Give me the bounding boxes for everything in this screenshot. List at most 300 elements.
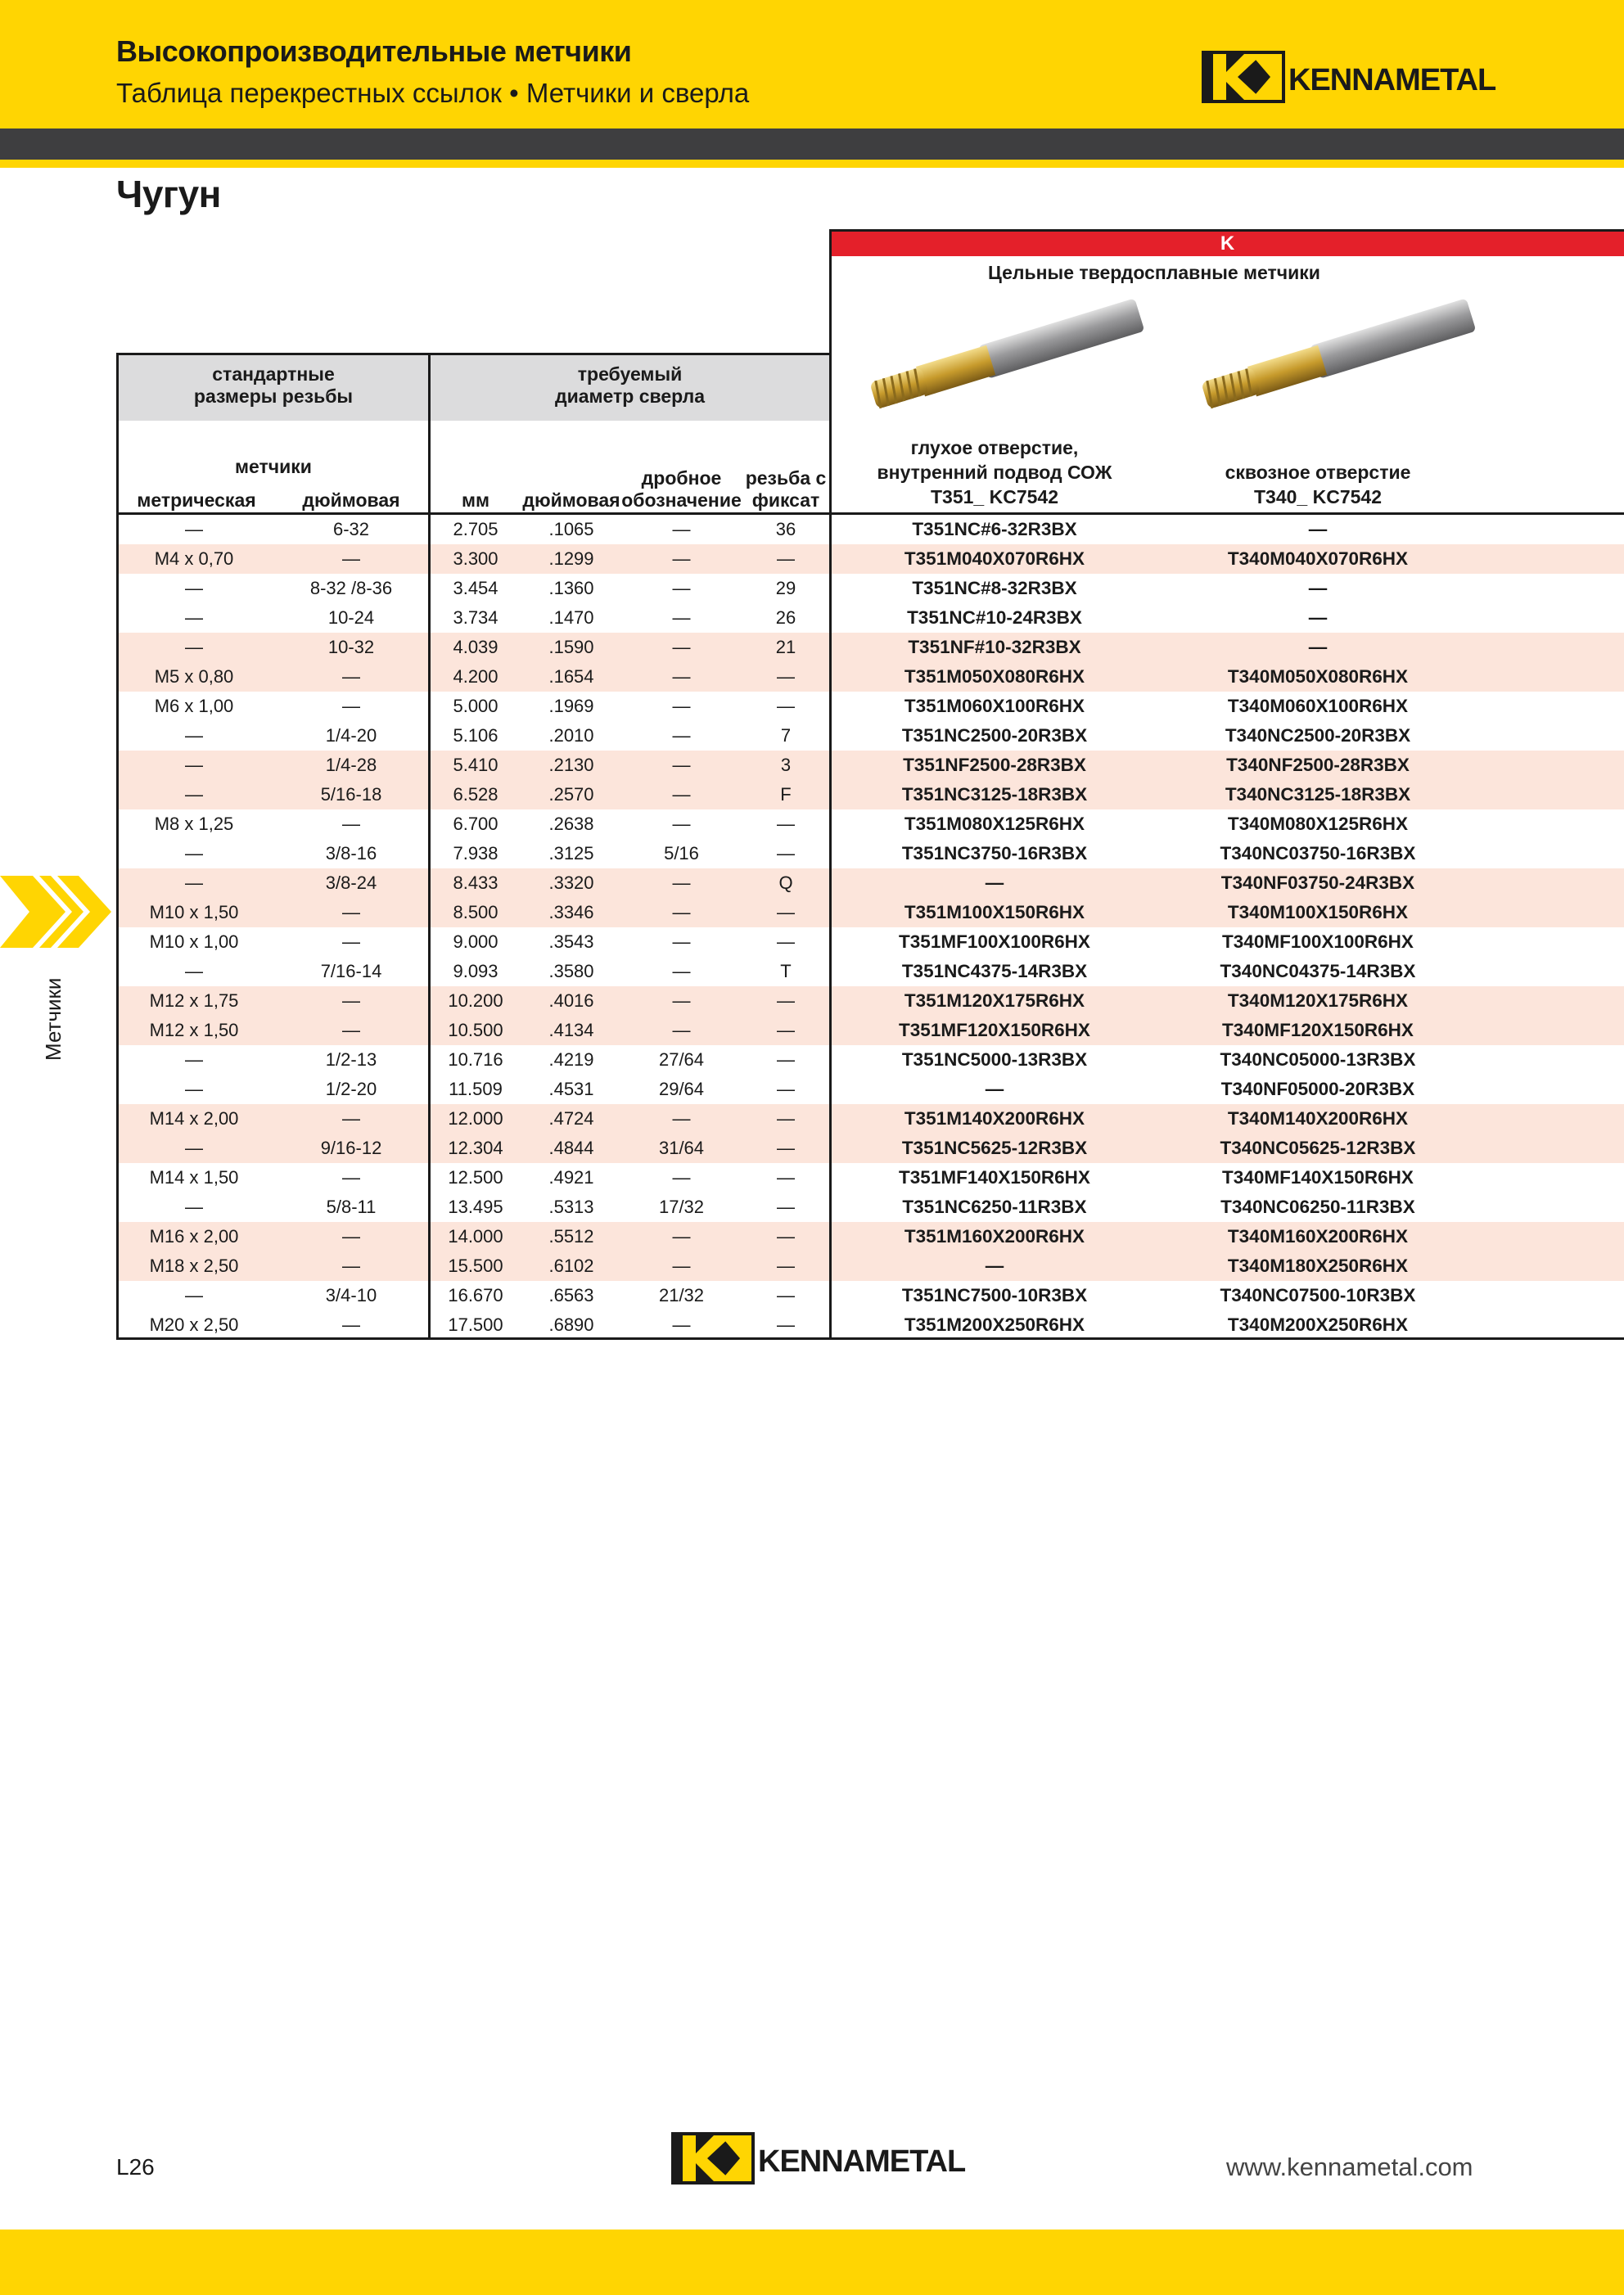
cell-mm: 10.200	[448, 990, 503, 1011]
cell-metric: —	[185, 1197, 203, 1217]
cell-inch-drill: .4844	[548, 1138, 594, 1158]
cell-inch-drill: .1065	[548, 519, 594, 539]
cell-fraction: —	[672, 1314, 691, 1335]
thread-group-header	[119, 363, 428, 408]
cell-inch: 1/2-13	[325, 1049, 377, 1070]
cell-fraction: —	[672, 1226, 691, 1247]
table-row	[116, 1281, 1624, 1310]
cell-metric: —	[185, 1049, 203, 1070]
cell-inch: —	[342, 814, 360, 834]
col-header-t351	[831, 435, 1158, 509]
cell-metric: —	[185, 1285, 203, 1305]
cell-t351: T351M200X250R6HX	[904, 1314, 1085, 1335]
cell-mm: 5.106	[453, 725, 498, 746]
cell-t340: T340NC07500-10R3BX	[1220, 1285, 1416, 1305]
cell-inch-drill: .3320	[548, 872, 594, 893]
table-row	[116, 692, 1624, 721]
cell-t340: T340M120X175R6HX	[1227, 990, 1409, 1011]
cell-t351: T351NC4375-14R3BX	[901, 961, 1088, 981]
col-header-fraction	[618, 467, 745, 512]
cell-fraction: 31/64	[658, 1138, 705, 1158]
cell-t351: T351M120X175R6HX	[904, 990, 1085, 1011]
cell-t351: T351NC#8-32R3BX	[912, 578, 1077, 598]
table-row	[116, 751, 1624, 780]
cell-inch: —	[342, 548, 360, 569]
col-header-fraction-line: дробное	[641, 467, 722, 489]
cell-inch-drill: .6563	[548, 1285, 594, 1305]
cell-inch: 8-32 /8-36	[309, 578, 393, 598]
cell-mm: 4.200	[453, 666, 498, 687]
cell-t340: T340M100X150R6HX	[1227, 902, 1409, 922]
cell-letter: 29	[775, 578, 796, 598]
logo-wordmark: KENNAMETAL	[758, 2144, 966, 2179]
col-header-inch: дюймовая	[302, 489, 400, 511]
cell-letter: T	[780, 961, 792, 981]
cell-letter: 26	[775, 607, 796, 628]
cell-t351: T351M050X080R6HX	[904, 666, 1085, 687]
cell-metric: —	[185, 607, 203, 628]
cell-mm: 8.433	[453, 872, 498, 893]
col-header-t351-line: внутренний подвод СОЖ	[877, 462, 1112, 483]
cell-inch: 9/16-12	[320, 1138, 382, 1158]
cell-inch: 1/2-20	[325, 1079, 377, 1099]
cell-t351: T351NC7500-10R3BX	[901, 1285, 1088, 1305]
cell-mm: 8.500	[453, 902, 498, 922]
cell-letter: 36	[775, 519, 796, 539]
cell-inch-drill: .6890	[548, 1314, 594, 1335]
cell-t340: T340NC05000-13R3BX	[1220, 1049, 1416, 1070]
col-header-t340	[1162, 460, 1473, 509]
drill-group-header	[431, 363, 829, 408]
cell-t340: —	[1308, 519, 1328, 539]
cell-inch-drill: .5512	[548, 1226, 594, 1247]
cell-fraction: —	[672, 725, 691, 746]
cell-mm: 15.500	[448, 1256, 503, 1276]
table-row	[116, 1016, 1624, 1045]
cell-inch: 3/8-24	[325, 872, 377, 893]
cell-letter: —	[777, 1285, 795, 1305]
table-row	[116, 1222, 1624, 1251]
cell-letter: 7	[780, 725, 792, 746]
cell-inch-drill: .4219	[548, 1049, 594, 1070]
cell-t340: —	[1308, 578, 1328, 598]
cell-metric: —	[185, 872, 203, 893]
logo-wordmark: KENNAMETAL	[1288, 62, 1496, 97]
cell-fraction: 17/32	[658, 1197, 705, 1217]
section-title: Чугун	[116, 173, 221, 215]
cell-inch-drill: .4921	[548, 1167, 594, 1188]
cell-t351: T351NC5000-13R3BX	[901, 1049, 1088, 1070]
cell-metric: M10 x 1,50	[149, 902, 239, 922]
cell-metric: M18 x 2,50	[149, 1256, 239, 1276]
cell-metric: M14 x 2,00	[149, 1108, 239, 1129]
cell-t340: T340M080X125R6HX	[1227, 814, 1409, 834]
cell-t351: T351MF100X100R6HX	[899, 931, 1090, 952]
cell-inch: 5/16-18	[320, 784, 382, 805]
cell-t340: T340M050X080R6HX	[1227, 666, 1409, 687]
cell-letter: —	[777, 814, 795, 834]
table-row	[116, 957, 1624, 986]
cell-mm: 10.716	[448, 1049, 503, 1070]
table-row	[116, 662, 1624, 692]
cell-t351: T351NC#6-32R3BX	[912, 519, 1077, 539]
table-row	[116, 839, 1624, 868]
cell-t340: T340M140X200R6HX	[1227, 1108, 1409, 1129]
cell-inch-drill: .2570	[548, 784, 594, 805]
table-row	[116, 1193, 1624, 1222]
cell-mm: 17.500	[448, 1314, 503, 1335]
cell-metric: M14 x 1,50	[149, 1167, 239, 1188]
cell-metric: M10 x 1,00	[149, 931, 239, 952]
cell-mm: 12.500	[448, 1167, 503, 1188]
col-header-t351-line: глухое отверстие,	[910, 437, 1079, 458]
table-row	[116, 809, 1624, 839]
cell-t340: T340NC04375-14R3BX	[1220, 961, 1416, 981]
cell-t351: T351M080X125R6HX	[904, 814, 1085, 834]
cell-inch-drill: .1969	[548, 696, 594, 716]
cell-t351: —	[985, 1079, 1004, 1099]
thread-drill-divider	[428, 353, 431, 1340]
thread-group-header-line: размеры резьбы	[193, 386, 354, 407]
cell-fraction: —	[672, 902, 691, 922]
cell-letter: 21	[775, 637, 796, 657]
cell-metric: M16 x 2,00	[149, 1226, 239, 1247]
table-row	[116, 1104, 1624, 1134]
cell-t351: T351NC#10-24R3BX	[907, 607, 1082, 628]
cell-metric: M8 x 1,25	[154, 814, 234, 834]
cell-fraction: —	[672, 1108, 691, 1129]
cell-letter: —	[777, 1049, 795, 1070]
cell-inch: 10-32	[327, 637, 375, 657]
tap-tool-image-t351	[859, 299, 1154, 413]
cell-letter: —	[777, 1256, 795, 1276]
cell-inch: 7/16-14	[320, 961, 382, 981]
cell-t351: T351M100X150R6HX	[904, 902, 1085, 922]
footer-logo[interactable]	[671, 2132, 965, 2185]
cell-mm: 9.000	[453, 931, 498, 952]
cell-fraction: —	[672, 1020, 691, 1040]
cell-t340: T340NC3125-18R3BX	[1225, 784, 1411, 805]
cell-t340: T340M040X070R6HX	[1227, 548, 1409, 569]
col-header-t340-line: T340_ KC7542	[1254, 486, 1382, 507]
cell-metric: —	[185, 519, 203, 539]
cell-metric: —	[185, 637, 203, 657]
header-divider	[0, 129, 1624, 160]
cell-letter: —	[777, 1020, 795, 1040]
cell-inch-drill: .4134	[548, 1020, 594, 1040]
cell-inch-drill: .2638	[548, 814, 594, 834]
cell-inch-drill: .3346	[548, 902, 594, 922]
cell-mm: 10.500	[448, 1020, 503, 1040]
cell-metric: —	[185, 1079, 203, 1099]
cell-t340: T340MF100X100R6HX	[1222, 931, 1414, 952]
cell-inch-drill: .3125	[548, 843, 594, 863]
cell-t351: T351M160X200R6HX	[904, 1226, 1085, 1247]
table-row	[116, 868, 1624, 898]
table-row	[116, 927, 1624, 957]
cell-letter: —	[777, 1167, 795, 1188]
cell-letter: —	[777, 1079, 795, 1099]
cell-t351: T351NC3125-18R3BX	[901, 784, 1088, 805]
cell-t340: T340MF140X150R6HX	[1222, 1167, 1414, 1188]
cell-letter: —	[777, 990, 795, 1011]
cell-fraction: —	[672, 637, 691, 657]
cell-t340: —	[1308, 637, 1328, 657]
cell-t340: T340M200X250R6HX	[1227, 1314, 1409, 1335]
cell-t351: T351NC5625-12R3BX	[901, 1138, 1088, 1158]
cell-t351: T351M140X200R6HX	[904, 1108, 1085, 1129]
col-header-inch-drill: дюймовая	[522, 489, 620, 511]
cell-metric: —	[185, 725, 203, 746]
cell-inch-drill: .3543	[548, 931, 594, 952]
col-header-letter-line: резьба с	[745, 467, 827, 489]
taps-label: метчики	[235, 456, 312, 477]
thread-group-header-line: стандартные	[212, 363, 335, 385]
cell-metric: M12 x 1,50	[149, 1020, 239, 1040]
cell-mm: 3.734	[453, 607, 498, 628]
cell-mm: 6.700	[453, 814, 498, 834]
cell-letter: —	[777, 696, 795, 716]
table-row	[116, 544, 1624, 574]
cell-metric: —	[185, 1138, 203, 1158]
cell-letter: —	[777, 666, 795, 687]
cell-letter: —	[777, 902, 795, 922]
cell-t351: T351MF140X150R6HX	[899, 1167, 1090, 1188]
cell-metric: —	[185, 784, 203, 805]
kennametal-logo-icon	[1202, 51, 1285, 103]
cell-inch: —	[342, 666, 360, 687]
cell-mm: 2.705	[453, 519, 498, 539]
cell-metric: M4 x 0,70	[154, 548, 234, 569]
cell-inch-drill: .4016	[548, 990, 594, 1011]
cell-mm: 12.304	[448, 1138, 503, 1158]
table-row	[116, 1251, 1624, 1281]
table-left-border	[116, 353, 119, 1340]
footer-band	[0, 2230, 1624, 2295]
cell-inch-drill: .6102	[548, 1256, 594, 1276]
col-header-fraction-line: обозначение	[621, 489, 742, 511]
drill-tools-divider	[829, 229, 832, 1340]
cell-inch-drill: .5313	[548, 1197, 594, 1217]
table-bottom-border	[116, 1337, 1624, 1340]
table-row	[116, 515, 1624, 544]
cell-mm: 11.509	[449, 1079, 503, 1099]
cell-mm: 16.670	[448, 1285, 503, 1305]
cell-t351: —	[985, 1256, 1004, 1276]
drill-group-header-line: диаметр сверла	[554, 386, 706, 407]
material-group-subtitle: Цельные твердосплавные метчики	[988, 262, 1320, 283]
cell-inch: —	[342, 1020, 360, 1040]
cell-t340: T340M160X200R6HX	[1227, 1226, 1409, 1247]
cell-mm: 6.528	[453, 784, 498, 805]
tap-tool-image-t340	[1191, 299, 1486, 413]
cell-letter: —	[777, 843, 795, 863]
cell-inch-drill: .3580	[548, 961, 594, 981]
cell-inch: —	[342, 1314, 360, 1335]
table-row	[116, 1163, 1624, 1193]
table-row	[116, 574, 1624, 603]
cell-metric: —	[185, 755, 203, 775]
cell-fraction: —	[672, 578, 691, 598]
side-tab-label: Метчики	[41, 977, 65, 1061]
cell-metric: —	[185, 961, 203, 981]
table-row	[116, 1310, 1624, 1340]
cell-letter: —	[777, 931, 795, 952]
table-row	[116, 1075, 1624, 1104]
cell-t351: —	[985, 872, 1004, 893]
cell-inch-drill: .2130	[548, 755, 594, 775]
cell-t351: T351NC3750-16R3BX	[901, 843, 1088, 863]
cell-inch: —	[342, 902, 360, 922]
cell-mm: 3.300	[453, 548, 498, 569]
cell-t340: T340NF2500-28R3BX	[1226, 755, 1410, 775]
cell-fraction: —	[672, 696, 691, 716]
cell-inch: 1/4-20	[325, 725, 377, 746]
cell-metric: M6 x 1,00	[154, 696, 234, 716]
col-header-metric: метрическая	[137, 489, 256, 511]
cell-metric: —	[185, 843, 203, 863]
cell-mm: 7.938	[453, 843, 498, 863]
cell-letter: —	[777, 1314, 795, 1335]
cell-t340: T340M060X100R6HX	[1227, 696, 1409, 716]
cell-mm: 13.495	[448, 1197, 503, 1217]
cell-t340: —	[1308, 607, 1328, 628]
cell-fraction: —	[672, 1167, 691, 1188]
cell-inch: 1/4-28	[325, 755, 377, 775]
cell-t340: T340NC06250-11R3BX	[1220, 1197, 1415, 1217]
table-row	[116, 1045, 1624, 1075]
cell-fraction: 21/32	[658, 1285, 705, 1305]
cell-mm: 14.000	[448, 1226, 503, 1247]
cell-letter: —	[777, 1226, 795, 1247]
table-row	[116, 898, 1624, 927]
cell-fraction: —	[672, 990, 691, 1011]
cell-mm: 9.093	[453, 961, 498, 981]
cell-inch: 3/4-10	[325, 1285, 377, 1305]
cell-fraction: 27/64	[658, 1049, 705, 1070]
table-row	[116, 721, 1624, 751]
cell-t340: T340NC05625-12R3BX	[1220, 1138, 1416, 1158]
cell-mm: 12.000	[448, 1108, 503, 1129]
cell-fraction: —	[672, 961, 691, 981]
page-title: Высокопроизводительные метчики	[116, 34, 632, 68]
material-group-code: K	[831, 232, 1624, 256]
cell-inch: 10-24	[327, 607, 375, 628]
cell-t351: T351NF2500-28R3BX	[903, 755, 1086, 775]
cell-fraction: —	[672, 784, 691, 805]
cell-letter: —	[777, 1108, 795, 1129]
cell-t340: T340M180X250R6HX	[1227, 1256, 1409, 1276]
cell-inch: —	[342, 1167, 360, 1188]
cell-fraction: —	[672, 548, 691, 569]
page-subtitle: Таблица перекрестных ссылок • Метчики и сверла	[116, 78, 750, 108]
cell-inch-drill: .1360	[548, 578, 594, 598]
cell-t340: T340MF120X150R6HX	[1222, 1020, 1414, 1040]
cell-fraction: —	[672, 755, 691, 775]
col-header-letter	[741, 467, 831, 512]
table-row	[116, 780, 1624, 809]
cell-inch: —	[342, 931, 360, 952]
page-number: L26	[116, 2154, 155, 2180]
cell-t340: T340NF03750-24R3BX	[1220, 872, 1415, 893]
table-row	[116, 1134, 1624, 1163]
cell-inch-drill: .1590	[548, 637, 594, 657]
table-row	[116, 986, 1624, 1016]
cell-inch-drill: .2010	[548, 725, 594, 746]
cell-inch: 5/8-11	[326, 1197, 377, 1217]
cell-letter: 3	[780, 755, 792, 775]
cell-inch-drill: .1299	[548, 548, 594, 569]
cell-inch: —	[342, 1256, 360, 1276]
cell-inch-drill: .1654	[548, 666, 594, 687]
website-link[interactable]: www.kennametal.com	[1226, 2153, 1473, 2181]
cell-letter: —	[777, 1197, 795, 1217]
drill-group-header-line: требуемый	[577, 363, 683, 385]
cell-t340: T340NF05000-20R3BX	[1220, 1079, 1415, 1099]
cell-letter: F	[780, 784, 792, 805]
cell-metric: M12 x 1,75	[149, 990, 239, 1011]
cell-inch: —	[342, 1226, 360, 1247]
kennametal-logo-icon	[671, 2132, 755, 2185]
cell-fraction: —	[672, 666, 691, 687]
header-stripe	[0, 160, 1624, 168]
cell-letter: —	[777, 1138, 795, 1158]
cell-mm: 4.039	[453, 637, 498, 657]
cell-inch-drill: .4724	[548, 1108, 594, 1129]
chevron-tab-icon[interactable]	[0, 876, 111, 948]
cell-metric: —	[185, 578, 203, 598]
cell-fraction: —	[672, 872, 691, 893]
cell-fraction: —	[672, 814, 691, 834]
cell-t340: T340NC03750-16R3BX	[1220, 843, 1416, 863]
cell-t351: T351NF#10-32R3BX	[908, 637, 1081, 657]
col-header-mm: мм	[461, 489, 490, 511]
cell-mm: 5.410	[453, 755, 498, 775]
cell-letter: Q	[778, 872, 793, 893]
cell-t351: T351MF120X150R6HX	[899, 1020, 1090, 1040]
cell-fraction: 29/64	[658, 1079, 705, 1099]
table-row	[116, 603, 1624, 633]
cell-fraction: 5/16	[664, 843, 699, 863]
col-header-t340-line: сквозное отверстие	[1225, 462, 1411, 483]
cell-inch: 6-32	[332, 519, 370, 539]
cell-t351: T351M040X070R6HX	[904, 548, 1085, 569]
table-row	[116, 633, 1624, 662]
cell-inch: —	[342, 696, 360, 716]
cell-inch: —	[342, 1108, 360, 1129]
cell-t340: T340NC2500-20R3BX	[1225, 725, 1411, 746]
cell-mm: 3.454	[453, 578, 498, 598]
cell-fraction: —	[672, 1256, 691, 1276]
cell-t351: T351NC6250-11R3BX	[902, 1197, 1087, 1217]
header-logo[interactable]	[1202, 51, 1495, 103]
cell-inch-drill: .4531	[548, 1079, 594, 1099]
cell-fraction: —	[672, 931, 691, 952]
cell-inch: —	[342, 990, 360, 1011]
cell-fraction: —	[672, 607, 691, 628]
cell-t351: T351M060X100R6HX	[904, 696, 1085, 716]
cell-metric: M20 x 2,50	[149, 1314, 239, 1335]
cell-inch-drill: .1470	[548, 607, 594, 628]
col-header-letter-line: фиксат	[751, 489, 820, 511]
cell-inch: 3/8-16	[325, 843, 377, 863]
cell-metric: M5 x 0,80	[154, 666, 234, 687]
cell-t351: T351NC2500-20R3BX	[901, 725, 1088, 746]
cell-mm: 5.000	[453, 696, 498, 716]
cell-letter: —	[777, 548, 795, 569]
col-header-t351-line: T351_ KC7542	[931, 486, 1058, 507]
cell-fraction: —	[672, 519, 691, 539]
